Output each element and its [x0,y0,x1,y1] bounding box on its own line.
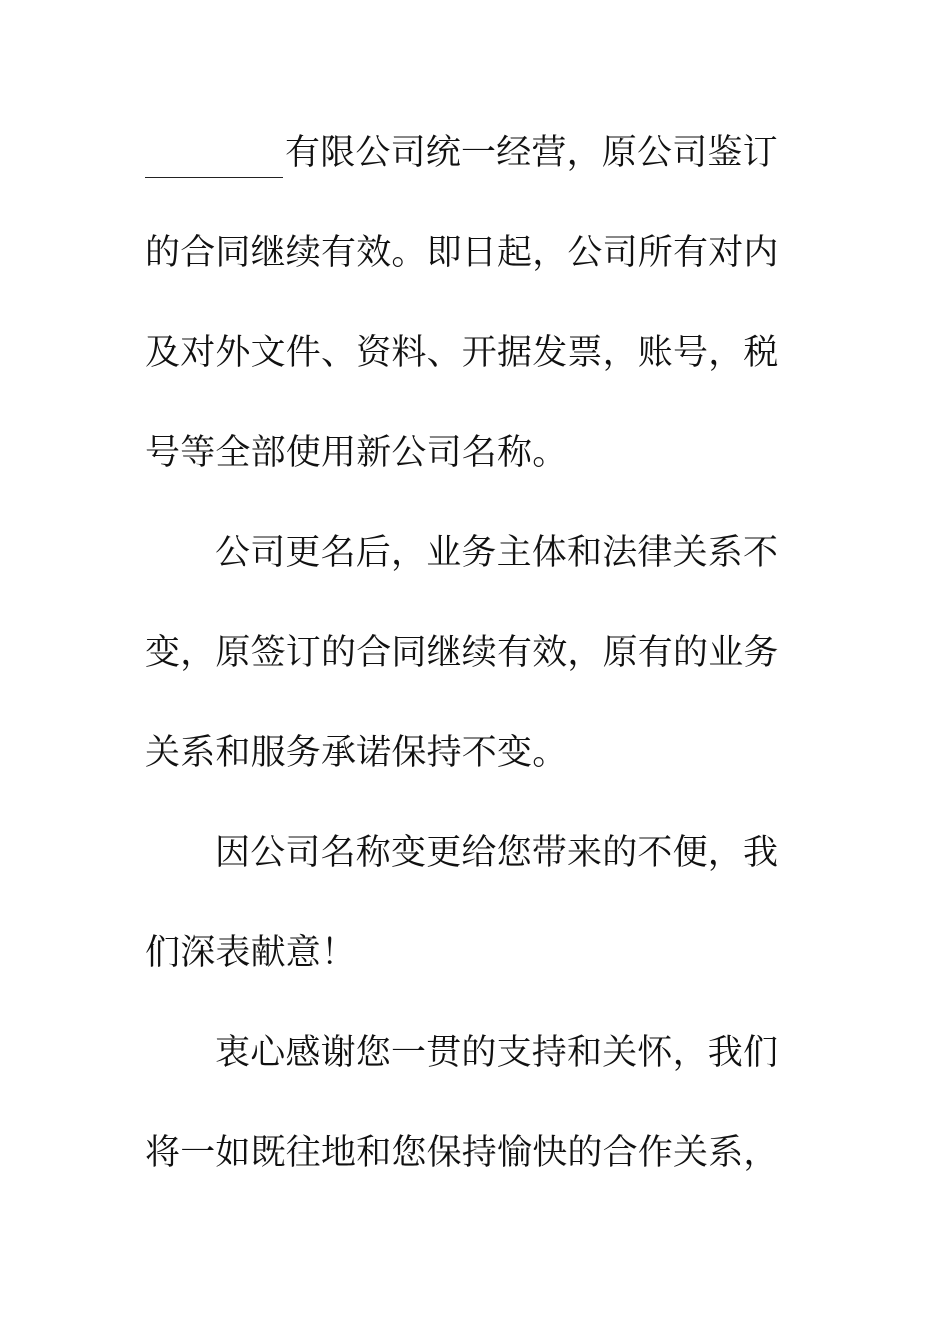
fill-in-blank [145,141,283,178]
text-line: 们深表献意！ [145,933,357,973]
paragraph-start-line: 公司更名后，业务主体和法律关系不 [215,533,779,573]
text-line: 关系和服务承诺保持不变。 [145,733,568,773]
text-line: 号等全部使用新公司名称。 [145,433,568,473]
text-line: 将一如既往地和您保持愉快的合作关系， [145,1133,779,1173]
paragraph-start-line: 因公司名称变更给您带来的不便，我 [215,833,779,873]
text-line: 变，原签订的合同继续有效，原有的业务 [145,633,779,673]
text-line-content: 有限公司统一经营，原公司鉴订 [285,133,778,173]
text-line [145,128,785,178]
text-line: 及对外文件、资料、开据发票，账号，税 [145,333,779,373]
paragraph-start-line: 衷心感谢您一贯的支持和关怀，我们 [215,1033,779,1073]
text-line: 的合同继续有效。即日起，公司所有对内 [145,233,779,273]
